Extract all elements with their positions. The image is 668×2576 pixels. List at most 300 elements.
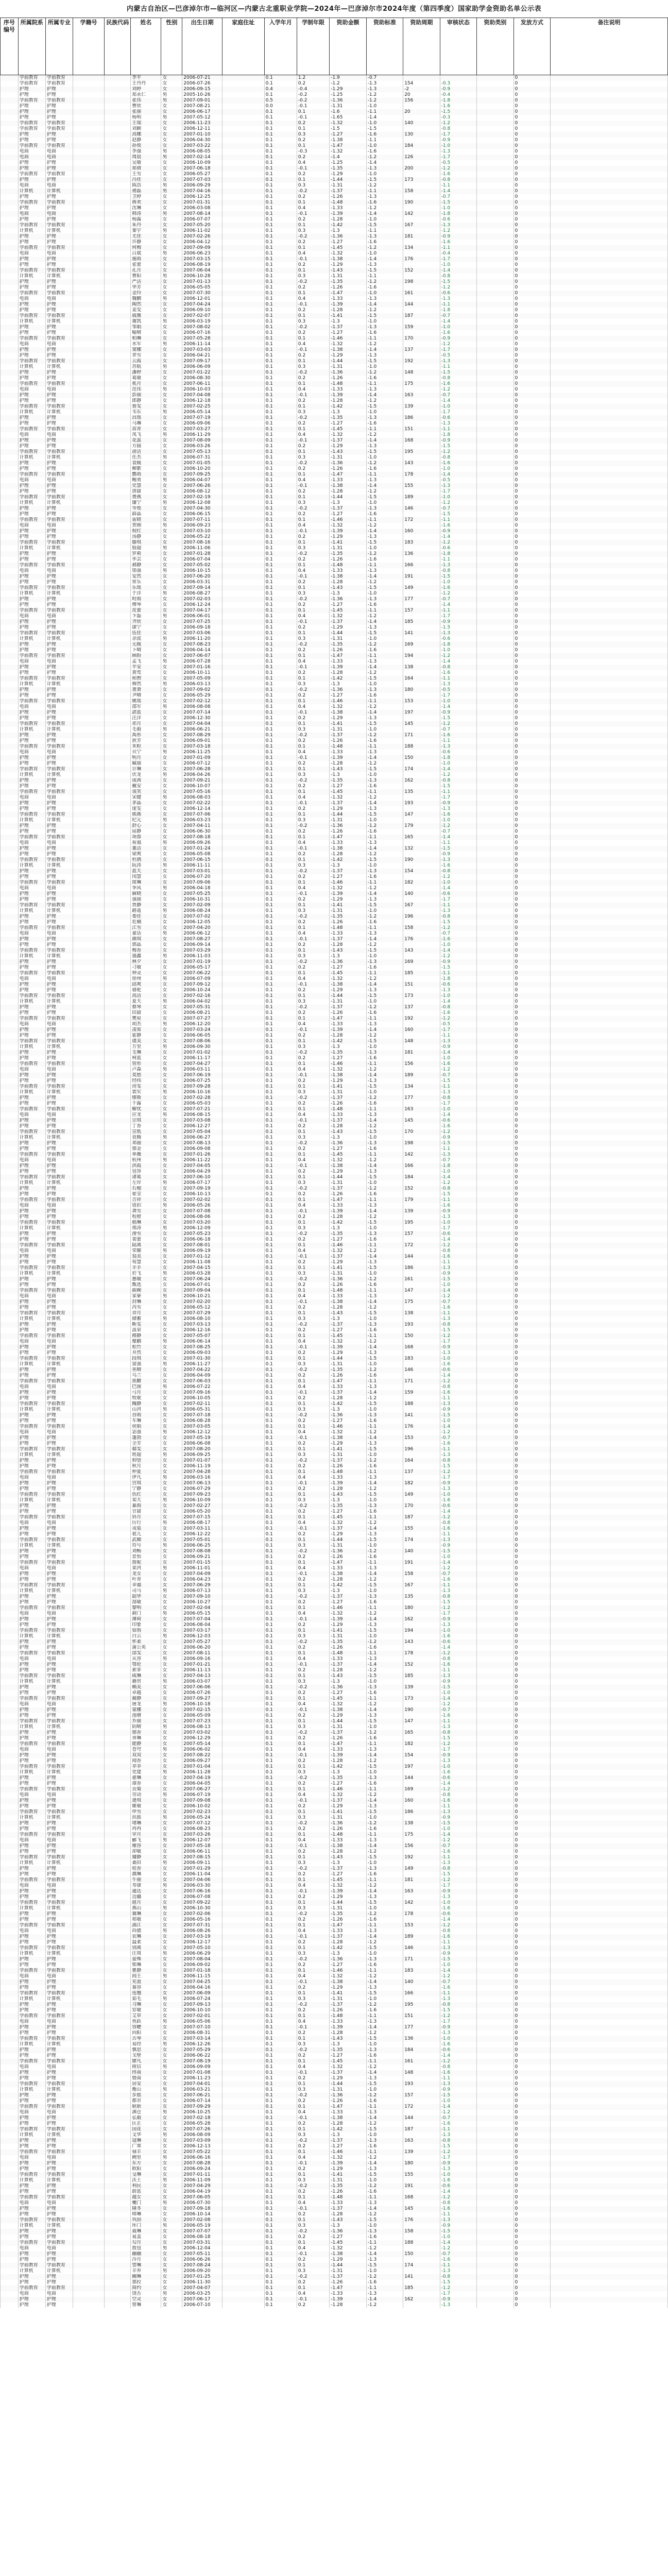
table-row <box>1 767 668 772</box>
table-cell: -1.3 <box>366 1078 403 1084</box>
table-cell: 0.2 <box>297 852 329 857</box>
table-cell <box>477 585 513 591</box>
table-cell: 学前教育 <box>45 404 73 410</box>
table-cell: 学前教育 <box>18 1016 45 1022</box>
table-cell <box>105 234 131 240</box>
table-cell <box>477 625 513 631</box>
table-cell: 0 <box>513 1135 550 1141</box>
table-cell: 学前教育 <box>45 721 73 727</box>
table-cell <box>222 1118 264 1124</box>
table-cell: 0.1 <box>297 1152 329 1158</box>
table-cell: 护理 <box>18 1254 45 1260</box>
table-cell: 护理 <box>45 778 73 784</box>
table-cell <box>551 1044 668 1050</box>
table-cell <box>1 846 19 852</box>
table-cell <box>105 1265 131 1271</box>
table-cell <box>1 874 19 880</box>
table-cell: 0.1 <box>297 200 329 206</box>
table-cell: 0.1 <box>264 415 297 421</box>
table-cell <box>551 364 668 370</box>
table-cell <box>477 200 513 206</box>
table-cell: 0.1 <box>297 495 329 500</box>
table-cell <box>222 302 264 308</box>
table-row <box>1 1248 668 1254</box>
table-cell: 女 <box>161 755 182 761</box>
table-cell <box>551 217 668 223</box>
table-cell: 女 <box>161 138 182 143</box>
table-row <box>1 1379 668 1384</box>
table-cell: 2007-03-13 <box>182 1322 222 1328</box>
table-cell: 2007-02-11 <box>182 1401 222 1407</box>
table-cell <box>105 121 131 126</box>
table-cell: 谈笑 <box>131 789 161 795</box>
table-cell <box>222 376 264 381</box>
table-cell: 马琳 <box>131 421 161 427</box>
table-cell: 0 <box>513 393 550 398</box>
table-cell <box>477 1010 513 1016</box>
table-cell: -1.3 <box>440 631 476 636</box>
table-cell: 0.1 <box>264 1107 297 1112</box>
table-cell: 侯娟 <box>131 1424 161 1430</box>
table-cell <box>222 585 264 591</box>
table-cell: 2007-03-11 <box>182 1526 222 1532</box>
table-cell: -0.1 <box>297 483 329 489</box>
table-cell <box>1 863 19 869</box>
table-cell: -0.9 <box>440 1044 476 1050</box>
table-cell: 0 <box>513 342 550 347</box>
table-row <box>1 597 668 602</box>
table-cell: 0.1 <box>264 1498 297 1503</box>
table-cell <box>551 551 668 557</box>
table-cell: 176 <box>403 937 440 942</box>
table-cell: -0.9 <box>440 1135 476 1141</box>
table-row <box>1 704 668 710</box>
table-row <box>1 574 668 580</box>
table-cell: 2006-09-06 <box>182 421 222 427</box>
table-cell <box>222 563 264 568</box>
table-cell <box>477 687 513 693</box>
table-cell <box>477 1294 513 1299</box>
table-cell <box>551 132 668 138</box>
table-cell <box>105 716 131 721</box>
table-cell: -1.2 <box>366 942 403 948</box>
table-cell: 男 <box>161 1520 182 1526</box>
table-cell: -1.0 <box>366 217 403 223</box>
table-cell: 0 <box>513 1169 550 1175</box>
table-cell: -1.2 <box>366 1124 403 1129</box>
table-cell: -1.2 <box>440 228 476 234</box>
table-cell: 0.1 <box>264 240 297 245</box>
table-cell: 2006-04-07 <box>182 478 222 483</box>
table-cell <box>477 166 513 172</box>
table-cell: -1.31 <box>330 1362 366 1367</box>
table-cell: 电商 <box>45 614 73 619</box>
table-cell: 200 <box>403 166 440 172</box>
table-cell: 0.1 <box>297 1469 329 1475</box>
table-cell: -1.2 <box>366 914 403 920</box>
table-cell: -1.32 <box>330 251 366 257</box>
table-cell: 0.4 <box>297 1248 329 1254</box>
table-cell <box>105 262 131 268</box>
table-cell: 0.3 <box>297 1452 329 1458</box>
table-cell: 0 <box>513 597 550 602</box>
table-cell <box>1 313 19 319</box>
table-cell: 0.1 <box>297 517 329 523</box>
table-cell: 护理 <box>45 1118 73 1124</box>
table-cell: 0.1 <box>264 1203 297 1209</box>
table-cell: -1.2 <box>366 823 403 829</box>
table-cell: 骆驼 <box>131 988 161 993</box>
table-cell <box>477 767 513 772</box>
table-cell <box>1 1016 19 1022</box>
table-cell: 凤飞 <box>131 432 161 438</box>
table-cell <box>222 1158 264 1163</box>
table-cell: 电商 <box>45 659 73 665</box>
table-cell: 169 <box>403 959 440 965</box>
table-cell: 男 <box>161 410 182 415</box>
table-cell: 元媛 <box>131 642 161 648</box>
table-cell: 计算机 <box>18 908 45 914</box>
table-cell: 安然 <box>131 574 161 580</box>
table-cell <box>403 1305 440 1311</box>
table-cell: 梅香 <box>131 948 161 954</box>
table-cell <box>1 98 19 104</box>
table-cell <box>105 880 131 886</box>
table-cell: 0.3 <box>297 1407 329 1413</box>
table-cell: 0.1 <box>264 223 297 228</box>
table-cell: 女 <box>161 75 182 81</box>
table-cell: 0.1 <box>264 1163 297 1169</box>
table-cell: 电商 <box>45 1475 73 1481</box>
table-cell: -1.3 <box>440 1537 476 1543</box>
table-cell: 女 <box>161 1379 182 1384</box>
table-cell: 计算机 <box>45 591 73 597</box>
table-cell: 0.2 <box>297 1101 329 1107</box>
table-cell: -1.44 <box>330 1356 366 1362</box>
table-cell: 0.1 <box>264 1010 297 1016</box>
table-cell: 0.1 <box>264 115 297 121</box>
table-cell: -1.25 <box>330 160 366 166</box>
table-cell <box>105 472 131 478</box>
table-cell: 0.2 <box>297 648 329 653</box>
table-cell: 学前教育 <box>45 449 73 455</box>
table-cell: -0.1 <box>297 801 329 806</box>
table-cell <box>477 1016 513 1022</box>
table-row <box>1 784 668 789</box>
table-cell: 男 <box>161 251 182 257</box>
table-cell: 2006-07-29 <box>182 1486 222 1492</box>
table-cell: 2006-12-12 <box>182 1430 222 1435</box>
table-cell: 0 <box>513 1061 550 1067</box>
table-cell: -0.1 <box>297 347 329 353</box>
table-cell: 护理 <box>18 869 45 874</box>
table-cell <box>73 1107 104 1112</box>
table-cell: 男 <box>161 183 182 189</box>
table-row <box>1 217 668 223</box>
table-cell <box>1 398 19 404</box>
table-cell: -1.37 <box>330 1186 366 1192</box>
table-cell <box>222 1282 264 1288</box>
table-row <box>1 262 668 268</box>
table-cell: 0.1 <box>264 353 297 359</box>
table-cell: 诸葛 <box>131 1175 161 1180</box>
table-cell: -1.3 <box>366 1260 403 1265</box>
table-cell <box>1 806 19 812</box>
table-cell: -1.2 <box>366 1033 403 1039</box>
table-cell: 男 <box>161 115 182 121</box>
table-cell <box>105 1231 131 1237</box>
table-cell: 0.2 <box>297 330 329 336</box>
table-cell <box>403 829 440 835</box>
table-cell: 贲腾 <box>131 1135 161 1141</box>
table-cell <box>73 1152 104 1158</box>
table-cell: 161 <box>403 291 440 296</box>
table-cell: 0.1 <box>264 1095 297 1101</box>
table-cell: -1.0 <box>366 143 403 149</box>
table-cell: 学前教育 <box>18 81 45 87</box>
table-cell <box>1 959 19 965</box>
table-cell <box>1 988 19 993</box>
table-row <box>1 738 668 744</box>
table-cell: 电商 <box>18 704 45 710</box>
table-cell: -1.6 <box>366 920 403 925</box>
table-cell <box>403 523 440 529</box>
table-cell: -1.37 <box>330 325 366 330</box>
table-cell <box>403 965 440 971</box>
table-cell: 2007-08-08 <box>182 1549 222 1554</box>
table-cell: 0.1 <box>264 993 297 999</box>
table-cell <box>105 591 131 597</box>
table-cell: -1.0 <box>366 818 403 823</box>
table-cell <box>403 784 440 789</box>
table-cell <box>551 744 668 750</box>
table-cell <box>551 495 668 500</box>
table-cell: -1.43 <box>330 449 366 455</box>
table-cell <box>73 404 104 410</box>
table-cell <box>1 393 19 398</box>
table-cell <box>1 364 19 370</box>
table-cell: 2007-03-22 <box>182 143 222 149</box>
table-cell: -1.0 <box>440 993 476 999</box>
table-cell: 2006-06-05 <box>182 1033 222 1039</box>
table-cell <box>222 291 264 296</box>
table-cell <box>551 1396 668 1401</box>
table-cell: -1.29 <box>330 1078 366 1084</box>
table-cell <box>1 999 19 1005</box>
table-cell <box>551 1107 668 1112</box>
table-row <box>1 1475 668 1481</box>
table-cell: 护理 <box>18 852 45 857</box>
table-cell <box>477 364 513 370</box>
table-cell <box>477 1090 513 1095</box>
table-cell: 0.1 <box>264 1537 297 1543</box>
table-cell: 男 <box>161 999 182 1005</box>
table-cell: 0.1 <box>264 648 297 653</box>
table-cell <box>477 302 513 308</box>
table-cell: -1.0 <box>440 325 476 330</box>
table-cell: 男 <box>161 1067 182 1073</box>
table-cell: 女 <box>161 313 182 319</box>
table-row <box>1 1469 668 1475</box>
table-cell <box>222 1073 264 1078</box>
table-row <box>1 948 668 954</box>
table-row <box>1 1129 668 1135</box>
table-cell: 护理 <box>45 370 73 376</box>
table-cell: -1.4 <box>440 704 476 710</box>
table-cell: -1.3 <box>366 1112 403 1118</box>
table-cell: 隗静 <box>131 1401 161 1407</box>
table-cell: -1.35 <box>330 778 366 784</box>
table-cell: 0 <box>513 495 550 500</box>
table-row <box>1 812 668 818</box>
table-cell <box>222 631 264 636</box>
table-cell: 0.2 <box>297 172 329 177</box>
table-cell: 0 <box>513 761 550 767</box>
table-cell <box>403 1464 440 1469</box>
table-cell <box>551 234 668 240</box>
table-cell <box>551 1016 668 1022</box>
table-cell: 143 <box>403 461 440 466</box>
table-cell <box>477 466 513 472</box>
table-cell <box>105 767 131 772</box>
table-cell: 护理 <box>45 801 73 806</box>
table-cell <box>440 75 476 81</box>
table-cell: 2007-06-11 <box>182 381 222 387</box>
table-cell: 185 <box>403 619 440 625</box>
table-cell: 学前教育 <box>18 126 45 132</box>
table-cell: -1.3 <box>366 387 403 393</box>
table-cell: 赵静 <box>131 138 161 143</box>
table-cell: 2006-12-24 <box>182 602 222 608</box>
table-cell: 计算机 <box>45 636 73 642</box>
table-cell: -0.8 <box>440 1095 476 1101</box>
table-cell <box>477 1061 513 1067</box>
table-cell: 女 <box>161 1163 182 1169</box>
table-cell <box>105 1271 131 1277</box>
table-cell <box>105 1056 131 1061</box>
table-cell: 0 <box>513 410 550 415</box>
table-cell <box>403 172 440 177</box>
table-cell: 孙悦 <box>131 143 161 149</box>
table-cell <box>105 1424 131 1430</box>
table-cell <box>403 908 440 914</box>
table-cell: 电商 <box>45 1022 73 1027</box>
table-cell: -1.4 <box>366 438 403 444</box>
table-row <box>1 387 668 393</box>
table-cell: 护理 <box>45 1277 73 1282</box>
table-cell: -1.43 <box>330 268 366 274</box>
table-cell <box>403 976 440 982</box>
table-cell: -1.3 <box>366 625 403 631</box>
table-cell: 计算机 <box>45 863 73 869</box>
table-cell: 144 <box>403 1254 440 1260</box>
table-cell: 186 <box>403 415 440 421</box>
table-cell: 140 <box>403 891 440 897</box>
table-cell <box>105 1027 131 1033</box>
table-cell: 计算机 <box>45 1226 73 1231</box>
table-cell <box>477 432 513 438</box>
table-cell: 2007-09-23 <box>182 1492 222 1498</box>
table-cell <box>105 1118 131 1124</box>
table-cell: -0.9 <box>440 234 476 240</box>
table-cell: 计算机 <box>45 364 73 370</box>
table-cell <box>105 427 131 432</box>
table-cell: -1.46 <box>330 1061 366 1067</box>
table-cell: -1.35 <box>330 415 366 421</box>
table-cell: 2006-08-17 <box>182 1520 222 1526</box>
table-row <box>1 727 668 733</box>
table-cell <box>73 880 104 886</box>
table-cell: 女 <box>161 1260 182 1265</box>
table-cell: 0 <box>513 1481 550 1486</box>
table-cell: -1.6 <box>366 557 403 563</box>
table-cell <box>477 1095 513 1101</box>
table-cell: 2007-08-14 <box>182 211 222 217</box>
table-cell: 0.1 <box>264 529 297 534</box>
table-cell <box>222 1305 264 1311</box>
table-cell: -1.5 <box>366 540 403 546</box>
table-row <box>1 971 668 976</box>
table-cell: 0.1 <box>264 177 297 183</box>
table-cell: 学前教育 <box>18 121 45 126</box>
table-cell: 女 <box>161 801 182 806</box>
table-row <box>1 1418 668 1424</box>
table-cell <box>105 189 131 194</box>
table-cell: 0 <box>513 1384 550 1390</box>
table-cell: 护理 <box>45 1282 73 1288</box>
table-cell <box>551 529 668 534</box>
table-cell <box>477 1356 513 1362</box>
table-cell <box>222 557 264 563</box>
table-cell <box>477 87 513 92</box>
table-cell: -1.1 <box>366 228 403 234</box>
table-cell: -1.6 <box>366 466 403 472</box>
table-cell <box>551 540 668 546</box>
table-cell <box>551 659 668 665</box>
table-cell <box>477 1254 513 1260</box>
table-cell: 2007-02-16 <box>182 993 222 999</box>
table-cell: 女 <box>161 1010 182 1016</box>
table-cell <box>403 500 440 506</box>
table-cell: -1.3 <box>366 81 403 87</box>
table-cell: 学前教育 <box>18 812 45 818</box>
table-cell <box>222 109 264 115</box>
table-row <box>1 1537 668 1543</box>
table-cell: 护理 <box>45 597 73 602</box>
table-cell: 0.2 <box>297 466 329 472</box>
table-cell <box>477 234 513 240</box>
table-cell: -1.2 <box>366 183 403 189</box>
table-cell <box>477 1101 513 1107</box>
table-cell: 护理 <box>45 1373 73 1379</box>
table-cell <box>105 806 131 812</box>
table-cell: 护理 <box>18 308 45 313</box>
table-cell: 计算机 <box>45 1498 73 1503</box>
table-cell: 0.1 <box>264 846 297 852</box>
table-cell: 女 <box>161 1441 182 1447</box>
table-cell <box>73 92 104 98</box>
table-cell <box>477 1209 513 1214</box>
column-header: 姓名 <box>131 18 161 75</box>
table-cell: -1.26 <box>330 829 366 835</box>
table-cell: 电商 <box>18 1022 45 1027</box>
table-cell: 护理 <box>45 115 73 121</box>
table-cell <box>403 1430 440 1435</box>
table-cell: 0.3 <box>297 1316 329 1322</box>
table-cell: 139 <box>403 404 440 410</box>
table-cell: 护理 <box>18 1532 45 1537</box>
table-cell <box>551 183 668 189</box>
